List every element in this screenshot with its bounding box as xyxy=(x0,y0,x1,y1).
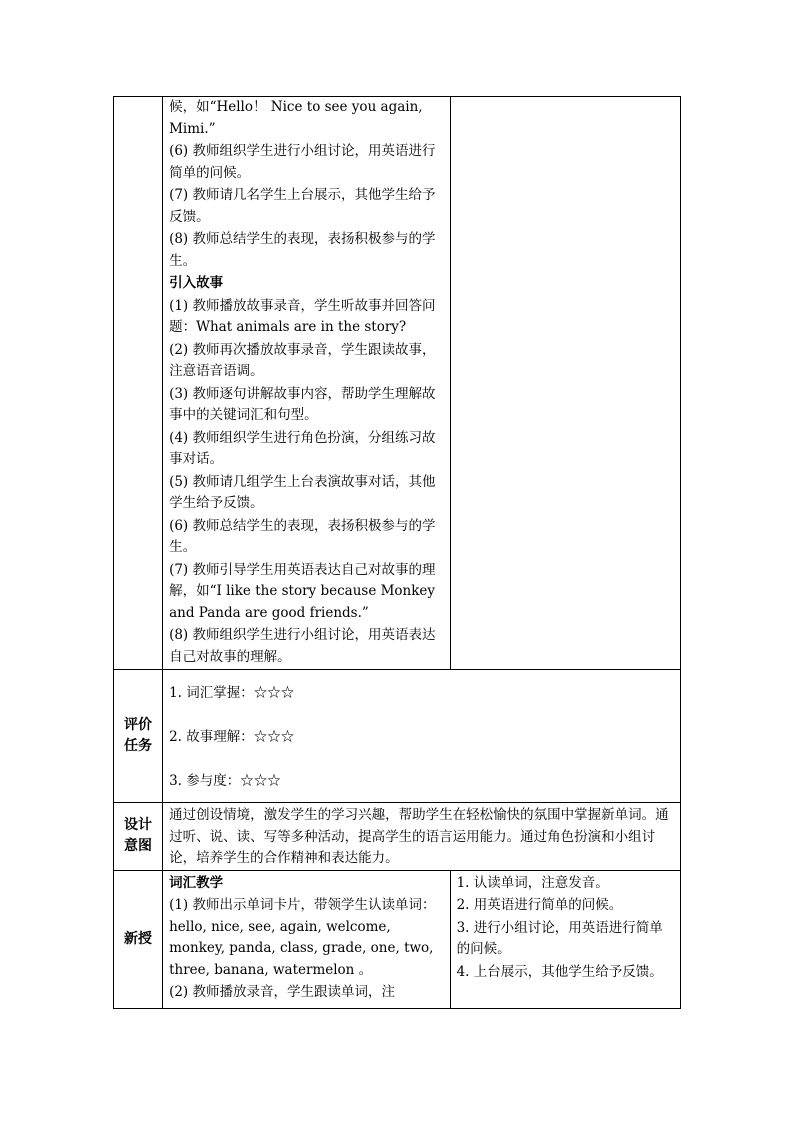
story-step: (4) 教师组织学生进行角色扮演，分组练习故事对话。 xyxy=(169,429,436,467)
new-lesson-content xyxy=(163,870,451,1008)
new-lesson-student xyxy=(450,870,680,1008)
process-paragraph: (6) 教师组织学生进行小组讨论，用英语进行简单的问候。 xyxy=(169,143,436,181)
story-step: (6) 教师总结学生的表现，表扬积极参与的学生。 xyxy=(169,517,436,555)
process-paragraph: (7) 教师请几名学生上台展示，其他学生给予反馈。 xyxy=(169,187,436,225)
design-label-line2: 意图 xyxy=(124,838,153,855)
story-step: (8) 教师组织学生进行小组讨论，用英语表达自己对故事的理解。 xyxy=(169,627,436,665)
design-content xyxy=(163,803,681,871)
process-paragraph: 候，如“Hello！ Nice to see you again, Mimi.” xyxy=(169,99,423,137)
evaluation-item: 2. 故事理解：☆☆☆ xyxy=(169,729,295,745)
story-step: (7) 教师引导学生用英语表达自己对故事的理解，如“I like the story because Monkey and Panda are good friends.” xyxy=(169,561,436,621)
process-content-cell xyxy=(163,97,451,670)
story-step: (2) 教师再次播放故事录音，学生跟读故事，注意语音语调。 xyxy=(169,341,436,379)
evaluation-row xyxy=(114,670,681,803)
design-row xyxy=(114,803,681,871)
evaluation-label-line2: 任务 xyxy=(124,738,153,754)
process-label-cell xyxy=(114,97,163,670)
lesson-plan-table xyxy=(113,96,681,1009)
evaluation-label xyxy=(114,670,163,803)
vocab-step: (2) 教师播放录音，学生跟读单词，注 xyxy=(169,984,395,1000)
story-step: (3) 教师逐句讲解故事内容，帮助学生理解故事中的关键词汇和句型。 xyxy=(169,385,436,423)
evaluation-item: 1. 词汇掌握：☆☆☆ xyxy=(169,685,295,701)
process-row xyxy=(114,97,681,670)
student-activity: 4. 上台展示，其他学生给予反馈。 xyxy=(456,963,663,980)
vocab-step: (1) 教师出示单词卡片，带领学生认读单词：hello, nice, see, again, welcome, monkey, panda, class, grade, one, two, three, banana, watermelon 。 xyxy=(169,897,436,978)
design-label xyxy=(114,803,163,871)
student-activity: 3. 进行小组讨论，用英语进行简单的问候。 xyxy=(456,919,663,957)
story-step: (5) 教师请几组学生上台表演故事对话，其他学生给予反馈。 xyxy=(169,473,436,511)
new-lesson-label: 新授 xyxy=(114,870,163,1008)
evaluation-label-line1: 评价 xyxy=(124,717,153,733)
student-activity: 1. 认读单词，注意发音。 xyxy=(456,874,609,891)
story-step: (1) 教师播放故事录音，学生听故事并回答问题：What animals are in the story? xyxy=(169,297,436,335)
evaluation-item: 3. 参与度：☆☆☆ xyxy=(169,773,281,789)
design-label-line1: 设计 xyxy=(124,817,153,834)
evaluation-content xyxy=(163,670,681,803)
vocab-heading: 词汇教学 xyxy=(169,874,224,891)
process-paragraph: (8) 教师总结学生的表现，表扬积极参与的学生。 xyxy=(169,231,436,269)
design-text: 通过创设情境，激发学生的学习兴趣，帮助学生在轻松愉快的氛围中掌握新单词。通过听、说、读、写等多种活动，提高学生的语言运用能力。通过角色扮演和小组讨论，培养学生的合作精神和表达能力。 xyxy=(169,807,669,866)
student-activity: 2. 用英语进行简单的问候。 xyxy=(456,897,623,913)
process-student-cell xyxy=(450,97,680,670)
story-heading: 引入故事 xyxy=(169,275,224,291)
new-lesson-row xyxy=(114,870,681,1008)
